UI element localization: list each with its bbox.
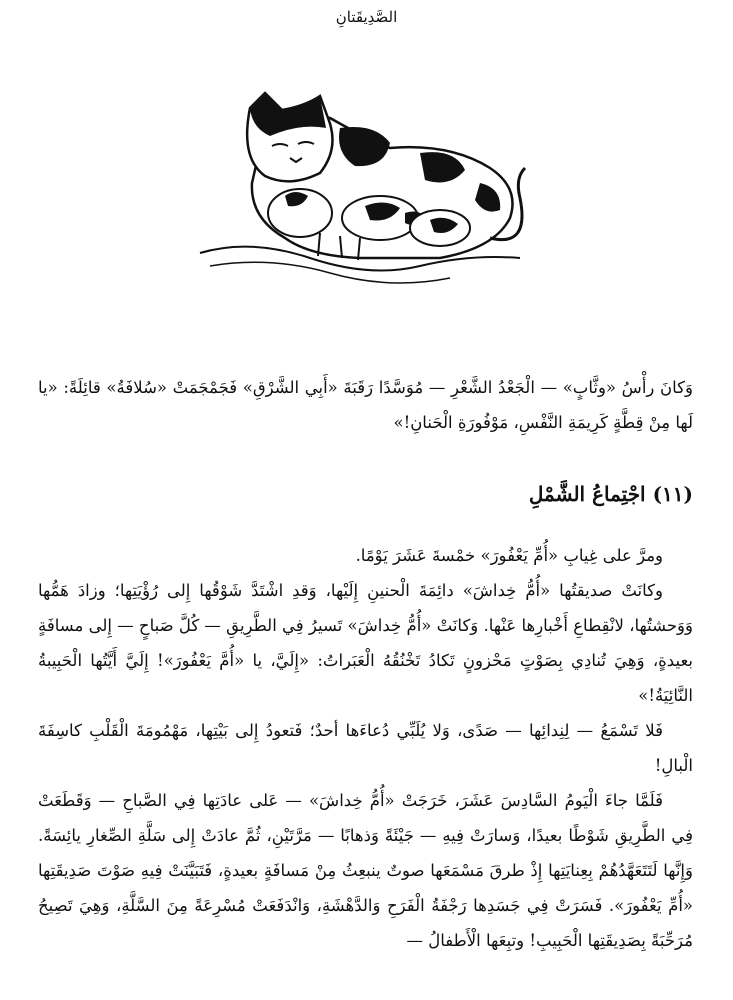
chapter-heading: (١١) اجْتِماعُ الشَّمْلِ bbox=[528, 482, 693, 506]
paragraph: فَلا تَسْمَعُ — لِنِدائِها — صَدًى، وَلا يُلَبِّي دُعاءَها أحدٌ؛ فَتعودُ إِلى بَيْتِها، مَهْمُومَةَ الْقَلْبِ كاسِفَةَ الْبالِ! bbox=[38, 721, 693, 775]
running-title: الصَّدِيقَتانِ bbox=[335, 8, 398, 26]
paragraph: ومرَّ على غِيابِ «أُمِّ يَعْفُورَ» خمْسةَ عَشَرَ يَوْمًا. bbox=[355, 546, 663, 565]
intro-paragraph bbox=[38, 370, 693, 440]
intro-paragraph-text: وَكانَ رأْسُ «وثَّابٍ» — الْجَعْدُ الشَّعْرِ — مُوَسَّدًا رَقَبَةَ «أَبِي الشَّرْقِ» فَجَمْجَمَتْ «سُلافَةُ» قائِلَةً: «يا لَها مِنْ قِطَّةٍ كَرِيمَةِ النَّفْسِ، مَوْفُورَةِ الْحَنانِ!» bbox=[38, 378, 693, 432]
paragraph: وكانَتْ صديقتُها «أُمُّ خِداشَ» دائِمَةَ الْحنينِ إِلَيْها، وَقدِ اشْتَدَّ شَوْقُها إِلى رُؤْيَتِها؛ وزادَ هَمُّها وَوَحشتُها، لانْقِطاعِ أَخْبارِها عَنْها. وَكانَتْ «أُمُّ خِداشَ» تَسيرُ فِي الطَّرِيقِ — كُلَّ صَباحٍ — إِلى مسافَةٍ بعيدةٍ، وَهِيَ تُنادِي بِصَوْتٍ مَحْزونٍ تَكادُ تَخْنُقُهُ الْعَبَراتُ: «إِلَيَّ، يا «أُمَّ يَعْفُورَ»! إِلَيَّ أَيَّتُها الْحَبِيبةُ النَّائِيَةُ!» bbox=[38, 581, 693, 705]
paragraph: فَلَمَّا جاءَ الْيَومُ السَّادِسَ عَشَرَ، خَرَجَتْ «أُمُّ خِداشَ» — عَلى عادَتِها فِي الصَّباحِ — وَقَطَعَتْ فِي الطَّرِيقِ شَوْطًا بعيدًا، وَسارَتْ فِيهِ — جَيْئَةً وَذهابًا — مَرَّتَيْنِ، ثُمَّ عادَتْ إِلى سَلَّةِ الصِّغارِ يائِسَةً. وَإِنَّها لَتَتَعَهَّدُهُمْ بِعِنايَتِها إِذْ طرقَ مَسْمَعَها صوتٌ ينبعِثُ مِنْ مَسافَةٍ بعيدةٍ، فَتَبَيَّنَتْ فِيهِ صَوْتَ صَدِيقَتِها «أُمِّ يَعْفُورَ». فَسَرَتْ فِي جَسَدِها رَجْفَةُ الْفَرَحِ وَالدَّهْشَةِ، وَانْدَفَعَتْ مُسْرِعَةً مِنَ السَّلَّةِ، وَهِيَ تَصِيحُ مُرَحِّبَةً بِصَدِيقَتِها الْحَبِيبِ! وتبِعَها الْأَطفالُ — bbox=[38, 791, 693, 950]
cat-with-kittens-icon bbox=[190, 88, 535, 288]
chapter-body bbox=[38, 538, 693, 958]
